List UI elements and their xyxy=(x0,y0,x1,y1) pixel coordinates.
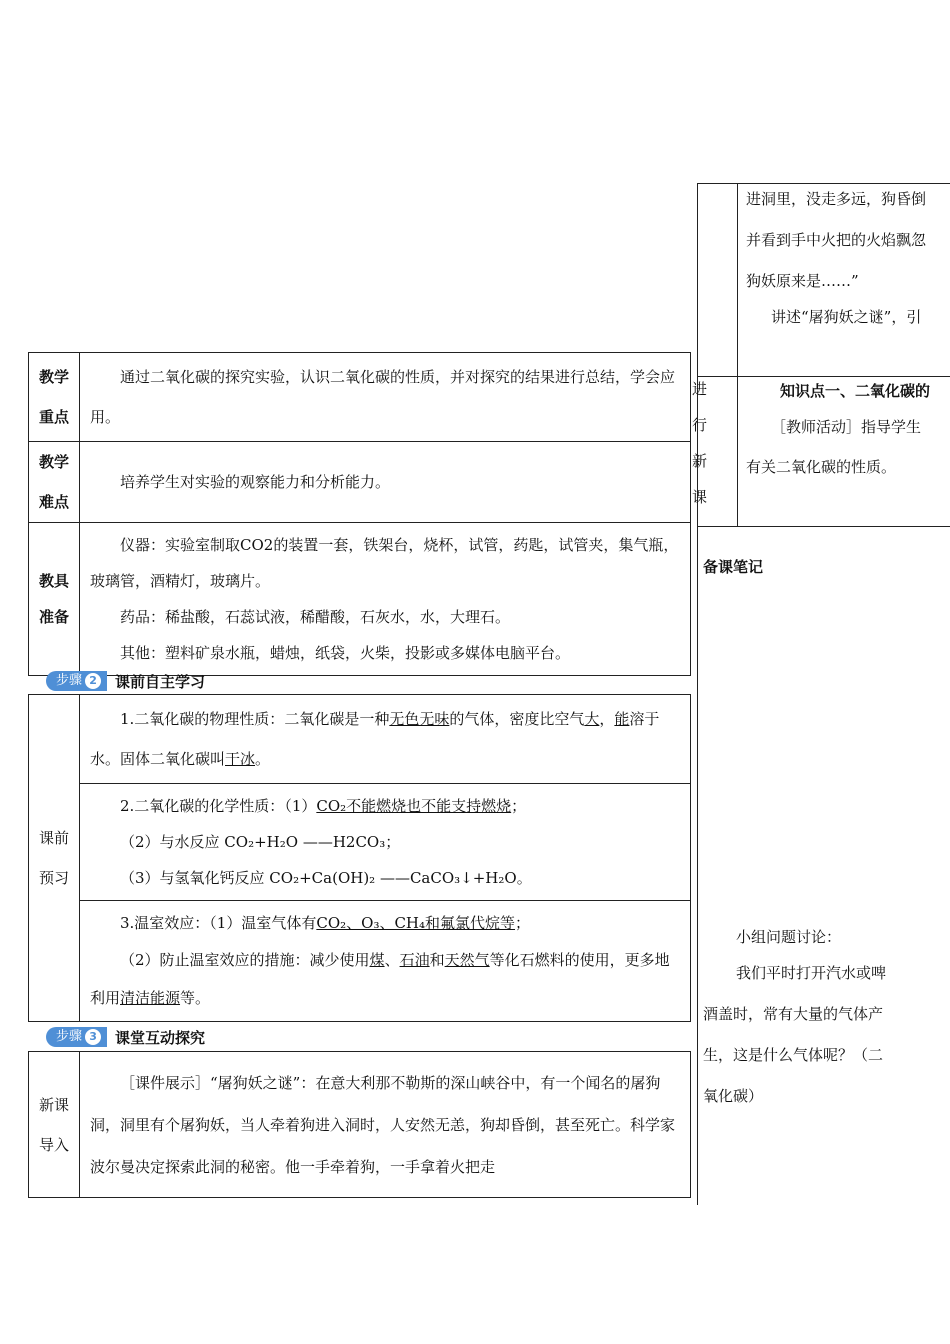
step-3-heading xyxy=(46,1026,205,1048)
objectives-table xyxy=(28,352,691,676)
tools-text: 仪器：实验室制取CO2的装置一套，铁架台，烧杯，试管，药匙，试管夹，集气瓶，玻璃管，酒精灯，玻璃片。 药品：稀盐酸，石蕊试液，稀醋酸，石灰水，水，大理石。 其他：塑料矿泉水瓶，蜡烛，纸袋，火柴，投影或多媒体电脑平台。 xyxy=(80,523,691,676)
teacher-activity-line-2: 有关二氧化碳的性质。 xyxy=(746,458,897,476)
step-title: 课前自主学习 xyxy=(115,672,206,691)
step-title: 课堂互动探究 xyxy=(115,1028,206,1047)
notes-title: 备课笔记 xyxy=(703,558,764,576)
key-text: 通过二氧化碳的探究实验，认识二氧化碳的性质，并对探究的结果进行总结，学会应用。 xyxy=(80,353,691,442)
step-number: 2 xyxy=(85,673,101,689)
discussion-line: 我们平时打开汽水或啤 xyxy=(736,964,887,982)
difficult-label: 教学难点 xyxy=(29,442,80,523)
preview-table xyxy=(28,694,691,1022)
knowledge-point-title: 知识点一、二氧化碳的 xyxy=(780,382,931,400)
step-badge: 步骤 3 xyxy=(46,1027,107,1047)
step-number: 3 xyxy=(85,1029,101,1045)
story-continued-line-4: 讲述“屠狗妖之谜”，引 xyxy=(771,308,922,326)
story-continued-line-1: 进洞里，没走多远，狗昏倒 xyxy=(746,190,927,208)
step-2-heading xyxy=(46,670,205,692)
difficult-text: 培养学生对实验的观察能力和分析能力。 xyxy=(80,442,691,523)
intro-text: ［课件展示］“屠狗妖之谜”：在意大利那不勒斯的深山峡谷中，有一个闻名的屠狗洞，洞里有个屠狗妖，当人牵着狗进入洞时，人安然无恙，狗却昏倒，甚至死亡。科学家波尔曼决定探索此洞的秘密。他一手牵着狗，一手拿着火把走 xyxy=(80,1052,691,1198)
intro-table xyxy=(28,1051,691,1198)
discussion-line: 生，这是什么气体呢？（二 xyxy=(703,1046,884,1064)
story-continued-line-2: 并看到手中火把的火焰飘忽 xyxy=(746,231,927,249)
right-inner-divider xyxy=(737,184,738,527)
step-badge: 步骤 2 xyxy=(46,671,107,691)
story-continued-line-3: 狗妖原来是……” xyxy=(746,272,859,290)
discussion-line: 氧化碳） xyxy=(703,1087,764,1105)
discussion-title: 小组问题讨论： xyxy=(736,928,842,946)
preview-item-1: 1.二氧化碳的物理性质：二氧化碳是一种无色无味的气体，密度比空气大，能溶于水。固体二氧化碳叫干冰。 xyxy=(80,695,691,784)
right-row-divider xyxy=(698,376,950,377)
discussion-line: 酒盖时，常有大量的气体产 xyxy=(703,1005,884,1023)
preview-item-3: 3.温室效应：（1）温室气体有CO₂、O₃、CH₄和氟氯代烷等； （2）防止温室效应的措施：减少使用煤、石油和天然气等化石燃料的使用，更多地利用清洁能源等。 xyxy=(80,901,691,1022)
preview-label: 课前 预习 xyxy=(29,695,80,1022)
tools-label: 教具准备 xyxy=(29,523,80,676)
key-label: 教学重点 xyxy=(29,353,80,442)
preview-item-2: 2.二氧化碳的化学性质：（1）CO₂不能燃烧也不能支持燃烧； （2）与水反应 CO₂+H₂O ——H2CO₃； （3）与氢氧化钙反应 CO₂+Ca(OH)₂ ——CaCO₃↓+H₂O。 xyxy=(80,784,691,901)
teacher-activity-line: ［教师活动］指导学生 xyxy=(771,418,922,436)
new-lesson-label: 进 行 新 课 xyxy=(692,380,708,506)
intro-label: 新课 导入 xyxy=(29,1052,80,1198)
